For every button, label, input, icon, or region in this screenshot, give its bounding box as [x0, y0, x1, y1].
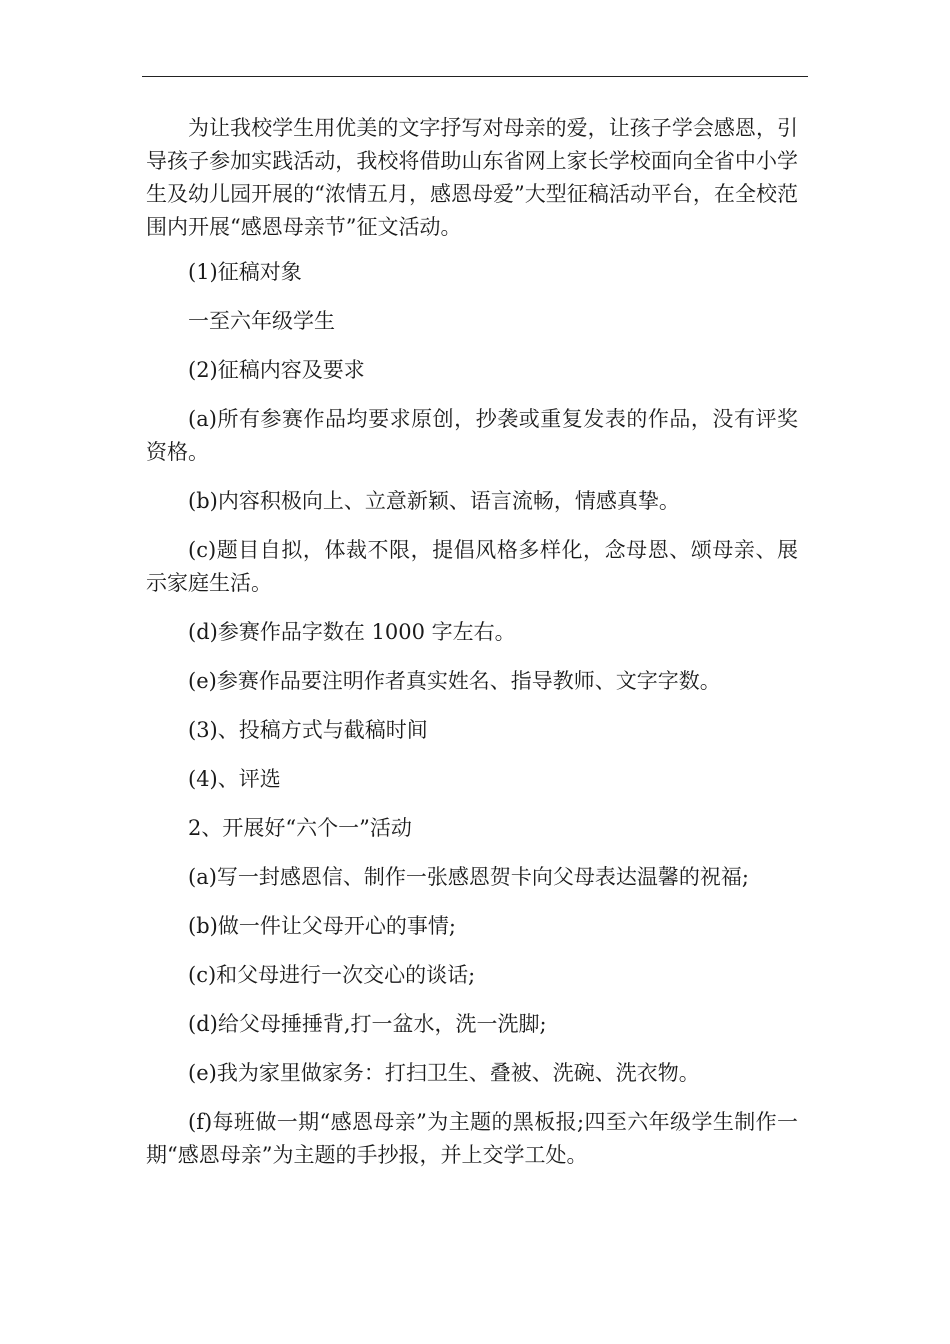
- paragraph-target: 一至六年级学生: [188, 309, 335, 333]
- activity-f: (f)每班做一期“感恩母亲”为主题的黑板报;四至六年级学生制作一期“感恩母亲”为主题的手抄报，并上交学工处。: [146, 1110, 798, 1167]
- section-heading-3: (3)、投稿方式与截稿时间: [188, 718, 428, 742]
- intro-paragraph: 为让我校学生用优美的文字抒写对母亲的爱，让孩子学会感恩，引导孩子参加实践活动，我校将借助山东省网上家长学校面向全省中小学生及幼儿园开展的“浓情五月，感恩母爱”大型征稿活动平台，在全校范围内开展“感恩母亲节”征文活动。: [146, 116, 798, 239]
- header-rule: [142, 76, 808, 77]
- requirement-a: (a)所有参赛作品均要求原创，抄袭或重复发表的作品，没有评奖资格。: [146, 407, 798, 464]
- section-heading-4: (4)、评选: [188, 767, 281, 791]
- section-heading-activities: 2、开展好“六个一”活动: [188, 816, 412, 840]
- document-body: [146, 112, 798, 1188]
- requirement-d: (d)参赛作品字数在 1000 字左右。: [188, 620, 516, 644]
- requirement-c: (c)题目自拟，体裁不限，提倡风格多样化，念母恩、颂母亲、展示家庭生活。: [146, 538, 798, 595]
- requirement-b: (b)内容积极向上、立意新颖、语言流畅，情感真挚。: [188, 489, 680, 513]
- activity-b: (b)做一件让父母开心的事情;: [188, 914, 456, 938]
- activity-e: (e)我为家里做家务：打扫卫生、叠被、洗碗、洗衣物。: [188, 1061, 700, 1085]
- activity-a: (a)写一封感恩信、制作一张感恩贺卡向父母表达温馨的祝福;: [188, 865, 749, 889]
- activity-d: (d)给父母捶捶背,打一盆水，洗一洗脚;: [188, 1012, 547, 1036]
- requirement-e: (e)参赛作品要注明作者真实姓名、指导教师、文字字数。: [188, 669, 721, 693]
- activity-c: (c)和父母进行一次交心的谈话;: [188, 963, 476, 987]
- section-heading-1: (1)征稿对象: [188, 260, 302, 284]
- section-heading-2: (2)征稿内容及要求: [188, 358, 365, 382]
